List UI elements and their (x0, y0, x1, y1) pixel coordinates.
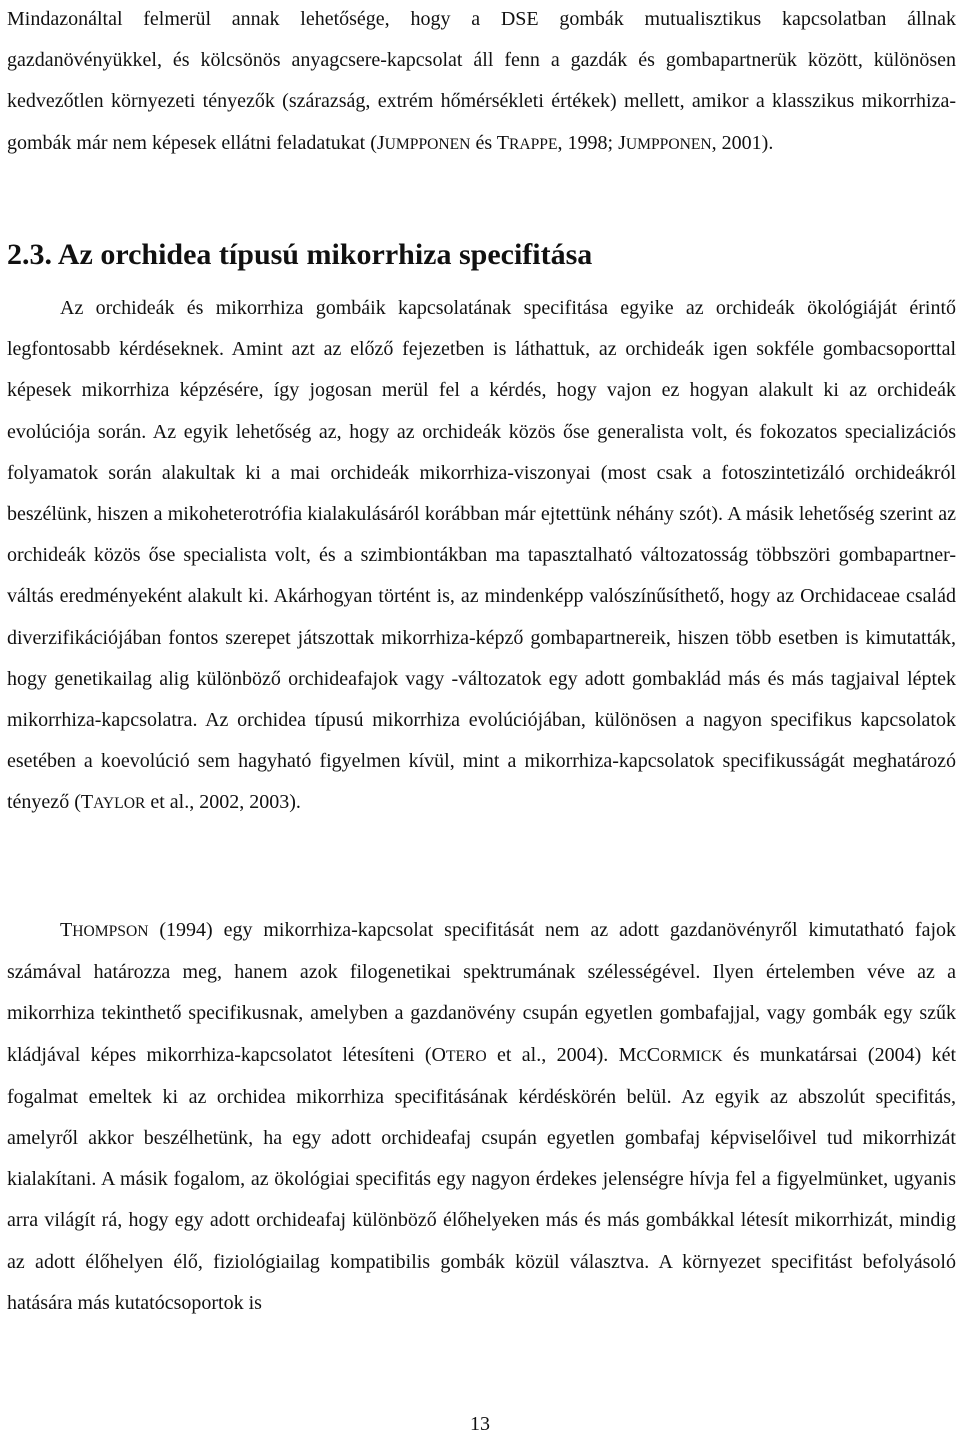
author-initial: T (80, 791, 94, 814)
para1-text: , 1998; (557, 131, 619, 154)
author-rest: ORMICK (660, 1047, 723, 1065)
citation-author (618, 132, 712, 154)
citation-author (497, 132, 558, 154)
para3-text: et al., 2004). (486, 1043, 619, 1066)
author-initial: J (618, 131, 626, 154)
author-initial: M (618, 1043, 637, 1066)
author-initial: O (431, 1043, 446, 1066)
author-rest: UMPPONEN (384, 135, 471, 153)
para1-text: , 2001). (711, 131, 774, 154)
citation-author (60, 919, 148, 941)
paragraph-dse-mutualism (7, 0, 956, 165)
para1-text: Mindazonáltal felmerül annak lehetősége, hogy a DSE gombák mutualisztikus kapcsolatban állnak gazdanövényükkel, és kölcsönös anyagcsere-kapcsolat áll fenn a gazdák és gombapartnerük között, különösen kedvezőtlen környezeti tényezők (szárazság, extrém hőmérsékleti értékek) mellett, amikor a klasszikus mikorrhiza-gombák már nem képesek ellátni feladatukat ( (7, 8, 956, 154)
citation-author (377, 132, 471, 154)
para2-text: Az orchideák és mikorrhiza gombáik kapcsolatának specifitása egyike az orchideák ökológiáját érintő legfontosabb kérdéseknek. Amint azt az előző fejezetben is láthattuk, az orchideák igen sokféle gombacsoporttal képesek mikorrhiza képzésére, így jogosan merül fel a kérdés, hogy vajon ez hogyan alakult ki az orchideák evolúciója során. Az egyik lehetőség az, hogy az orchideák közös őse generalista volt, és fokozatos specializációs folyamatok során alakultak ki a mai orchideák mikorrhiza-viszonyai (most csak a fotoszintetizáló orchideákról beszélünk, hiszen a mikoheterotrófia kialakulásáról korábban már ejtettünk néhány szót). A másik lehetőség szerint az orchideák közös őse specialista volt, és a szimbiontákban ma tapasztalható változatosság többszöri gombapartner-váltás eredményeként alakult ki. Akárhogyan történt is, az mindenképp valószínűsíthető, hogy az Orchidaceae család diverzifikációjában fontos szerepet játszottak mikorrhiza-képző gombapartnereik, hiszen több esetben is kimutatták, hogy genetikailag alig különböző orchideafajok vagy -változatok egy adott gombaklád más és más tagjaival léptek mikorrhiza-kapcsolatra. Az orchidea típusú mikorrhiza evolúciójában, különösen a nagyon specifikus kapcsolatok esetében a koevolúció sem hagyható figyelmen kívül, mint a mikorrhiza-kapcsolatok specifikusságát meghatározó tényező ( (7, 297, 956, 814)
author-rest: AYLOR (93, 795, 146, 813)
page-number: 13 (470, 1413, 490, 1435)
author-rest: HOMPSON (72, 923, 149, 940)
citation-author (619, 1044, 723, 1066)
author-initial: C (646, 1043, 661, 1066)
paragraph-thompson-definition (7, 910, 956, 1324)
para3-text: (1994) egy mikorrhiza-kapcsolat specifitását nem az adott gazdanövényről kimutatható fajok számával határozza meg, hanem azok filogenetikai spektrumának szélességével. Ilyen értelemben véve az a mikorrhiza tekinthető specifikusnak, amelyben a gazdanövény csupán egyetlen gombafajjal, vagy gombák egy szűk kládjával képes mikorrhiza-kapcsolatot létesíteni ( (7, 919, 956, 1066)
author-rest: C (636, 1047, 647, 1065)
citation-author (432, 1044, 487, 1066)
author-rest: RAPPE (508, 135, 558, 153)
author-initial: T (60, 919, 73, 941)
author-initial: J (376, 131, 385, 154)
section-heading: 2.3. Az orchidea típusú mikorrhiza specifitása (7, 238, 593, 271)
author-rest: UMPPONEN (625, 135, 712, 153)
author-initial: T (496, 131, 509, 154)
citation-author (81, 791, 146, 813)
para3-text: és munkatársai (2004) két fogalmat emeltek ki az orchidea mikorrhiza specifitásának kérdéskörén belül. Az egyik az abszolút specifitás, amelyről akkor beszélhetünk, ha egy adott orchideafaj csupán egyetlen gombafaj képviselőivel tud mikorrhizát kialakítani. A másik fogalom, az ökológiai specifitás egy nagyon érdekes jelenségre hívja fel a figyelmünket, ugyanis arra világít rá, hogy egy adott orchideafaj különböző élőhelyeken más és más gombákkal létesít mikorrhizát, mindig az adott élőhelyen élő, fiziológiailag kompatibilis gombák közül választva. A környezet specifitást befolyásoló hatására más kutatócsoportok is (7, 1043, 957, 1314)
para1-text: és (470, 131, 497, 154)
para2-text: et al., 2002, 2003). (145, 791, 301, 814)
author-rest: TERO (445, 1047, 487, 1065)
paragraph-orchid-specificity (7, 288, 956, 825)
